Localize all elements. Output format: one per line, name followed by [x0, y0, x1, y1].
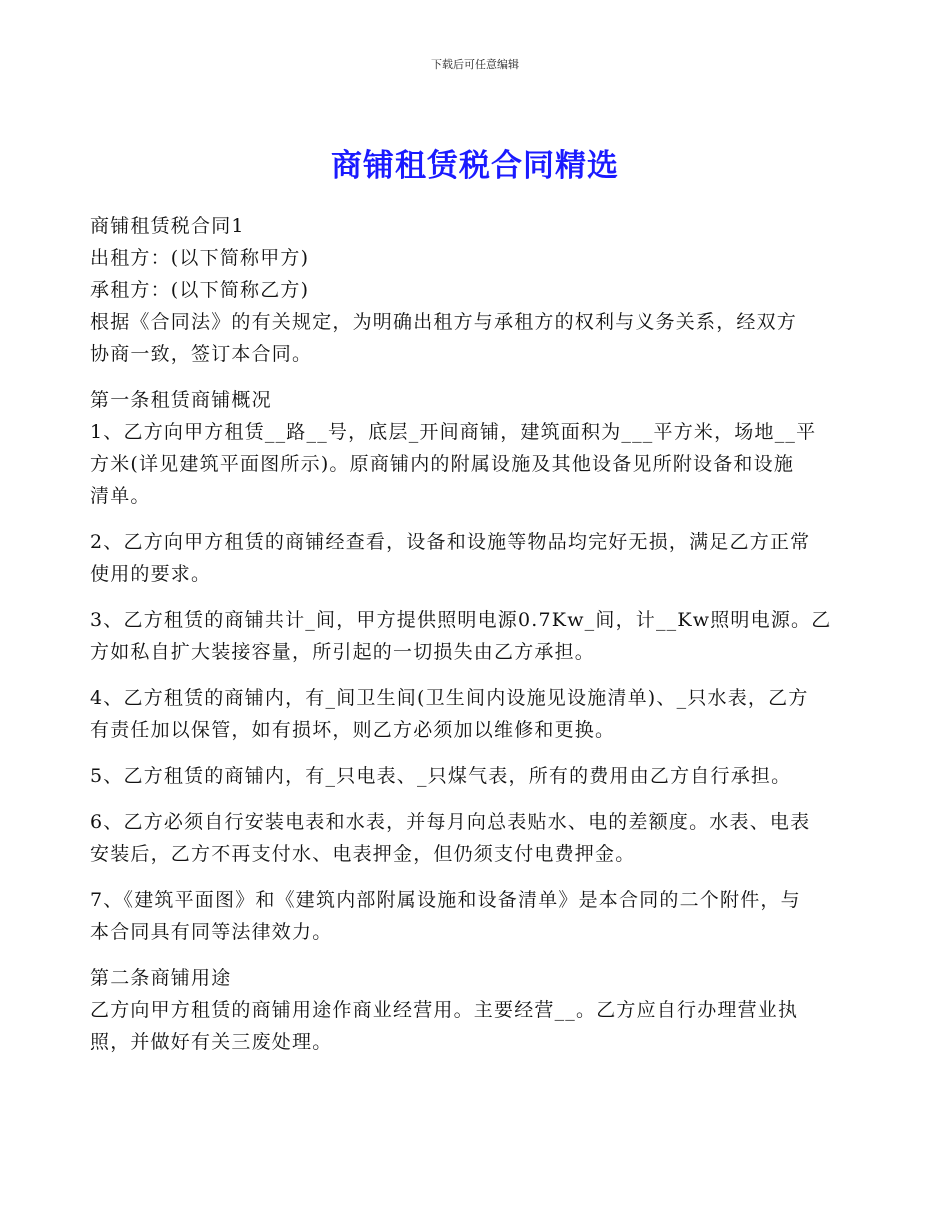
text-line: 2、乙方向甲方租赁的商铺经查看，设备和设施等物品均完好无损，满足乙方正常	[90, 531, 811, 553]
text-line: 方米(详见建筑平面图所示)。原商铺内的附属设施及其他设备见所附设备和设施	[90, 453, 795, 475]
text-line: 3、乙方租赁的商铺共计_间，甲方提供照明电源0.7Kw_间，计__Kw照明电源。乙	[90, 609, 832, 631]
text-line: 1、乙方向甲方租赁__路__号，底层_开间商铺，建筑面积为___平方米，场地__平	[90, 421, 817, 443]
text-line: 第二条商铺用途	[90, 967, 232, 989]
text-line: 安装后，乙方不再支付水、电表押金，但仍须支付电费押金。	[90, 843, 636, 865]
paragraph	[90, 682, 870, 746]
text-line: 照，并做好有关三废处理。	[90, 1031, 333, 1053]
text-line: 4、乙方租赁的商铺内，有_间卫生间(卫生间内设施见设施清单)、_只水表，乙方	[90, 687, 809, 709]
paragraph	[90, 884, 870, 948]
paragraph	[90, 962, 870, 994]
text-line: 使用的要求。	[90, 563, 212, 585]
text-line: 第一条租赁商铺概况	[90, 389, 272, 411]
text-line: 有责任加以保管，如有损坏，则乙方必须加以维修和更换。	[90, 719, 616, 741]
document-body	[90, 210, 870, 1058]
paragraph	[90, 242, 870, 274]
paragraph	[90, 306, 870, 370]
paragraph	[90, 274, 870, 306]
text-line: 根据《合同法》的有关规定，为明确出租方与承租方的权利与义务关系，经双方	[90, 311, 798, 333]
text-line: 出租方：(以下简称甲方)	[90, 247, 310, 269]
text-line: 承租方：(以下简称乙方)	[90, 279, 310, 301]
paragraph	[90, 384, 870, 416]
text-line: 5、乙方租赁的商铺内，有_只电表、_只煤气表，所有的费用由乙方自行承担。	[90, 765, 792, 787]
text-line: 本合同具有同等法律效力。	[90, 921, 333, 943]
paragraph	[90, 806, 870, 870]
paragraph	[90, 210, 870, 242]
paragraph	[90, 994, 870, 1058]
text-line: 6、乙方必须自行安装电表和水表，并每月向总表贴水、电的差额度。水表、电表	[90, 811, 811, 833]
document-title: 商铺租赁税合同精选	[331, 148, 619, 184]
text-line: 协商一致，签订本合同。	[90, 343, 313, 365]
text-line: 7、《建筑平面图》和《建筑内部附属设施和设备清单》是本合同的二个附件，与	[90, 889, 801, 911]
paragraph	[90, 604, 870, 668]
paragraph	[90, 526, 870, 590]
text-line: 商铺租赁税合同1	[90, 215, 245, 237]
paragraph	[90, 760, 870, 792]
page-header-note: 下载后可任意编辑	[431, 58, 519, 71]
paragraph	[90, 416, 870, 512]
text-line: 方如私自扩大装接容量，所引起的一切损失由乙方承担。	[90, 641, 596, 663]
text-line: 乙方向甲方租赁的商铺用途作商业经营用。主要经营__。乙方应自行办理营业执	[90, 999, 799, 1021]
text-line: 清单。	[90, 485, 151, 507]
